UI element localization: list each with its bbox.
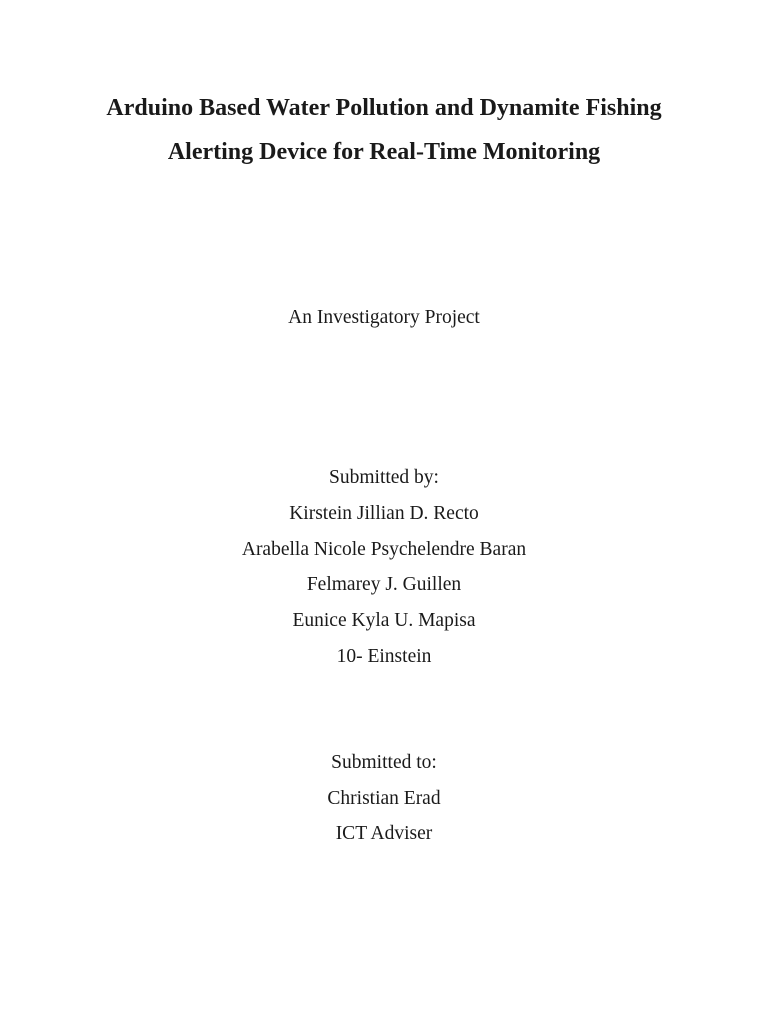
member-name: Arabella Nicole Psychelendre Baran: [241, 539, 527, 560]
submitted-to-heading: Submitted to:: [331, 752, 437, 773]
member-name: Eunice Kyla U. Mapisa: [292, 610, 476, 631]
member-name: Kirstein Jillian D. Recto: [289, 503, 479, 524]
adviser-role: ICT Adviser: [335, 823, 433, 844]
title-line-2: Alerting Device for Real-Time Monitoring: [167, 139, 601, 165]
title-line-1: Arduino Based Water Pollution and Dynamite Fishing: [106, 95, 662, 121]
submitted-by-heading: Submitted by:: [329, 467, 439, 488]
section-name: 10- Einstein: [336, 646, 432, 667]
member-name: Felmarey J. Guillen: [306, 574, 462, 595]
document-subtitle: An Investigatory Project: [288, 307, 480, 328]
adviser-name: Christian Erad: [327, 788, 441, 809]
